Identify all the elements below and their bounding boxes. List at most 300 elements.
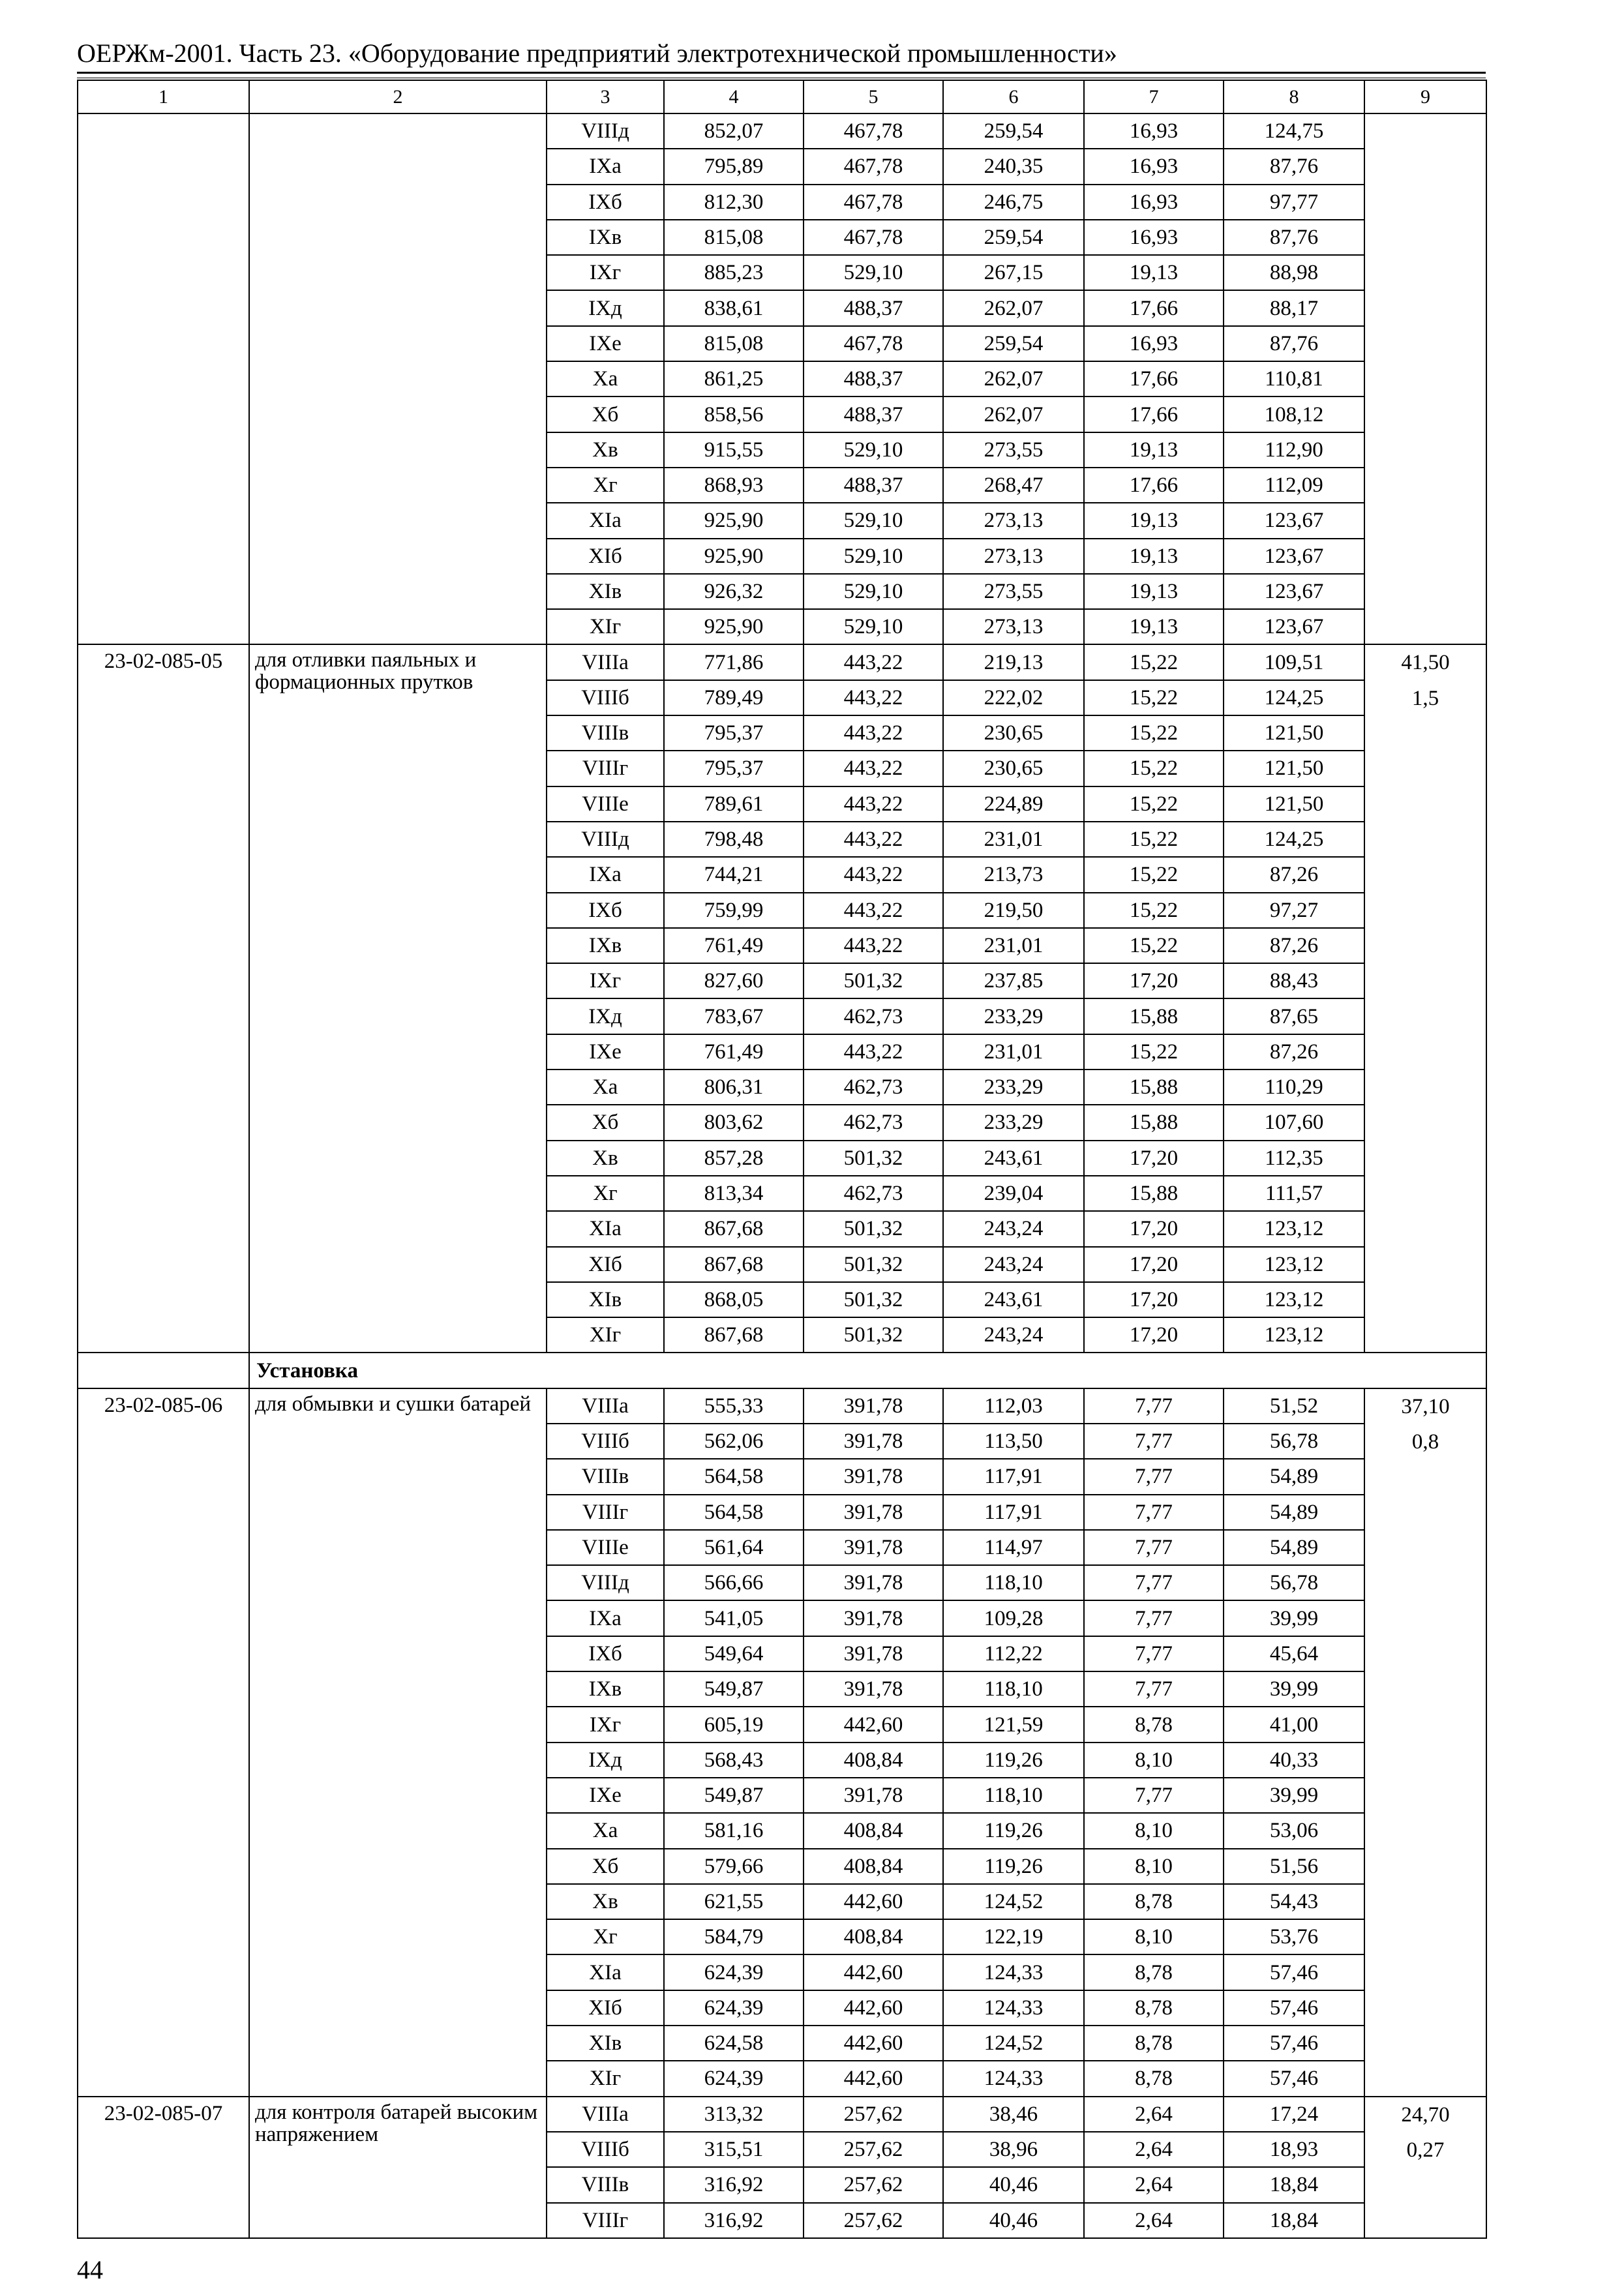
value-cell: 233,29: [943, 1070, 1084, 1105]
value-cell: 273,13: [943, 503, 1084, 538]
value-cell: 529,10: [804, 539, 943, 574]
value-cell: 501,32: [804, 1317, 943, 1353]
column-number: 2: [249, 80, 547, 113]
value-cell: 7,77: [1084, 1565, 1224, 1600]
category-cell: VIIIб: [547, 680, 664, 715]
value-cell: 110,81: [1224, 361, 1364, 396]
value-cell: 812,30: [664, 185, 804, 220]
value-cell: 230,65: [943, 751, 1084, 786]
value-cell: 501,32: [804, 1141, 943, 1176]
value-cell: 17,66: [1084, 290, 1224, 325]
value-cell: 54,89: [1224, 1530, 1364, 1565]
value-cell: 7,77: [1084, 1388, 1224, 1424]
equipment-cell: [1364, 2097, 1486, 2238]
column-number: 1: [78, 80, 249, 113]
value-cell: 529,10: [804, 255, 943, 290]
table-row: [78, 2097, 1486, 2132]
value-cell: 8,78: [1084, 2026, 1224, 2061]
value-cell: 15,22: [1084, 1034, 1224, 1070]
work-name: для отливки паяльных и формационных прутков: [249, 644, 547, 1353]
value-cell: 54,43: [1224, 1884, 1364, 1919]
value-cell: 17,66: [1084, 396, 1224, 432]
value-cell: 124,52: [943, 1884, 1084, 1919]
value-cell: 798,48: [664, 822, 804, 857]
value-cell: 267,15: [943, 255, 1084, 290]
value-cell: 391,78: [804, 1600, 943, 1636]
value-cell: 925,90: [664, 539, 804, 574]
value-cell: 109,28: [943, 1600, 1084, 1636]
column-number-row: [78, 80, 1486, 113]
value-cell: 108,12: [1224, 396, 1364, 432]
column-number: 6: [943, 80, 1084, 113]
value-cell: 57,46: [1224, 2026, 1364, 2061]
value-cell: 885,23: [664, 255, 804, 290]
value-cell: 925,90: [664, 609, 804, 644]
category-cell: Xг: [547, 1176, 664, 1211]
value-cell: 15,88: [1084, 1176, 1224, 1211]
category-cell: VIIIд: [547, 822, 664, 857]
category-cell: VIIIв: [547, 1459, 664, 1494]
value-cell: 15,22: [1084, 644, 1224, 680]
value-cell: 239,04: [943, 1176, 1084, 1211]
value-cell: 123,67: [1224, 539, 1364, 574]
value-cell: 117,91: [943, 1459, 1084, 1494]
value-cell: 121,50: [1224, 751, 1364, 786]
value-cell: 273,13: [943, 539, 1084, 574]
value-cell: 122,19: [943, 1919, 1084, 1954]
value-cell: 783,67: [664, 998, 804, 1034]
category-cell: IXа: [547, 149, 664, 184]
value-cell: 443,22: [804, 857, 943, 892]
value-cell: 795,37: [664, 751, 804, 786]
value-cell: 18,93: [1224, 2132, 1364, 2167]
value-cell: 230,65: [943, 715, 1084, 751]
table-row: [78, 644, 1486, 680]
value-cell: 243,24: [943, 1317, 1084, 1353]
value-cell: 17,20: [1084, 1317, 1224, 1353]
value-cell: 541,05: [664, 1600, 804, 1636]
value-cell: 257,62: [804, 2132, 943, 2167]
category-cell: Xв: [547, 1884, 664, 1919]
category-cell: IXв: [547, 1671, 664, 1707]
value-cell: 15,22: [1084, 751, 1224, 786]
value-cell: 233,29: [943, 1105, 1084, 1140]
value-cell: 488,37: [804, 396, 943, 432]
work-name: для контроля батарей высоким напряжением: [249, 2097, 547, 2238]
page-number: 44: [77, 2255, 103, 2284]
category-cell: VIIIд: [547, 113, 664, 149]
value-cell: 38,46: [943, 2097, 1084, 2132]
value-cell: 581,16: [664, 1813, 804, 1848]
category-cell: IXб: [547, 1636, 664, 1671]
value-cell: 243,24: [943, 1211, 1084, 1246]
value-cell: 219,50: [943, 893, 1084, 928]
value-cell: 391,78: [804, 1636, 943, 1671]
category-cell: VIIIе: [547, 1530, 664, 1565]
value-cell: 123,12: [1224, 1282, 1364, 1317]
category-cell: VIIIг: [547, 1495, 664, 1530]
category-cell: IXе: [547, 1034, 664, 1070]
value-cell: 17,20: [1084, 1247, 1224, 1282]
value-cell: 564,58: [664, 1459, 804, 1494]
value-cell: 795,89: [664, 149, 804, 184]
value-cell: 124,25: [1224, 822, 1364, 857]
value-cell: 17,20: [1084, 1282, 1224, 1317]
value-cell: 17,20: [1084, 1141, 1224, 1176]
value-cell: 443,22: [804, 644, 943, 680]
equipment-price: 24,70: [1401, 2102, 1450, 2127]
value-cell: 16,93: [1084, 220, 1224, 255]
value-cell: 564,58: [664, 1495, 804, 1530]
value-cell: 112,35: [1224, 1141, 1364, 1176]
value-cell: 97,27: [1224, 893, 1364, 928]
value-cell: 789,49: [664, 680, 804, 715]
value-cell: 549,87: [664, 1671, 804, 1707]
value-cell: 124,33: [943, 1990, 1084, 2026]
category-cell: IXд: [547, 1743, 664, 1778]
value-cell: 624,39: [664, 2061, 804, 2096]
value-cell: 124,33: [943, 1954, 1084, 1990]
value-cell: 858,56: [664, 396, 804, 432]
section-row: [78, 1353, 1486, 1388]
column-number: 5: [804, 80, 943, 113]
value-cell: 624,39: [664, 1990, 804, 2026]
value-cell: 442,60: [804, 1954, 943, 1990]
category-cell: VIIIа: [547, 1388, 664, 1424]
rates-table-body: [78, 80, 1486, 2238]
value-cell: 123,12: [1224, 1247, 1364, 1282]
value-cell: 806,31: [664, 1070, 804, 1105]
category-cell: XIг: [547, 609, 664, 644]
category-cell: XIв: [547, 2026, 664, 2061]
value-cell: 8,78: [1084, 1990, 1224, 2026]
category-cell: IXе: [547, 326, 664, 361]
equipment-mass: 1,5: [1411, 686, 1439, 710]
value-cell: 467,78: [804, 185, 943, 220]
value-cell: 243,24: [943, 1247, 1084, 1282]
value-cell: 15,22: [1084, 680, 1224, 715]
value-cell: 925,90: [664, 503, 804, 538]
category-cell: VIIIб: [547, 2132, 664, 2167]
value-cell: 273,13: [943, 609, 1084, 644]
value-cell: 852,07: [664, 113, 804, 149]
value-cell: 231,01: [943, 1034, 1084, 1070]
value-cell: 857,28: [664, 1141, 804, 1176]
value-cell: 19,13: [1084, 255, 1224, 290]
value-cell: 467,78: [804, 220, 943, 255]
value-cell: 8,10: [1084, 1743, 1224, 1778]
category-cell: VIIIа: [547, 2097, 664, 2132]
value-cell: 8,78: [1084, 1707, 1224, 1742]
value-cell: 827,60: [664, 963, 804, 998]
value-cell: 462,73: [804, 998, 943, 1034]
category-cell: IXд: [547, 290, 664, 325]
value-cell: 17,20: [1084, 963, 1224, 998]
value-cell: 867,68: [664, 1247, 804, 1282]
category-cell: VIIIд: [547, 1565, 664, 1600]
value-cell: 19,13: [1084, 609, 1224, 644]
value-cell: 8,78: [1084, 1884, 1224, 1919]
value-cell: 87,65: [1224, 998, 1364, 1034]
value-cell: 408,84: [804, 1849, 943, 1884]
value-cell: 273,55: [943, 432, 1084, 468]
category-cell: Xб: [547, 1105, 664, 1140]
category-cell: VIIIа: [547, 644, 664, 680]
value-cell: 51,52: [1224, 1388, 1364, 1424]
value-cell: 579,66: [664, 1849, 804, 1884]
value-cell: 391,78: [804, 1530, 943, 1565]
value-cell: 39,99: [1224, 1778, 1364, 1813]
value-cell: 8,10: [1084, 1919, 1224, 1954]
value-cell: 408,84: [804, 1743, 943, 1778]
value-cell: 501,32: [804, 1282, 943, 1317]
category-cell: XIб: [547, 539, 664, 574]
value-cell: 442,60: [804, 1990, 943, 2026]
category-cell: VIIIг: [547, 751, 664, 786]
category-cell: IXг: [547, 255, 664, 290]
category-cell: XIб: [547, 1247, 664, 1282]
value-cell: 112,22: [943, 1636, 1084, 1671]
value-cell: 771,86: [664, 644, 804, 680]
value-cell: 15,22: [1084, 857, 1224, 892]
value-cell: 40,33: [1224, 1743, 1364, 1778]
value-cell: 54,89: [1224, 1495, 1364, 1530]
value-cell: 237,85: [943, 963, 1084, 998]
value-cell: 391,78: [804, 1565, 943, 1600]
equipment-cell: [1364, 644, 1486, 1353]
category-cell: IXа: [547, 1600, 664, 1636]
value-cell: 107,60: [1224, 1105, 1364, 1140]
value-cell: 119,26: [943, 1813, 1084, 1848]
value-cell: 87,26: [1224, 928, 1364, 963]
work-name: для обмывки и сушки батарей: [249, 1388, 547, 2097]
value-cell: 566,66: [664, 1565, 804, 1600]
value-cell: 561,64: [664, 1530, 804, 1565]
value-cell: 97,77: [1224, 185, 1364, 220]
value-cell: 442,60: [804, 2026, 943, 2061]
value-cell: 501,32: [804, 1211, 943, 1246]
table-row: [78, 113, 1486, 149]
value-cell: 112,09: [1224, 468, 1364, 503]
value-cell: 815,08: [664, 326, 804, 361]
value-cell: 87,26: [1224, 1034, 1364, 1070]
value-cell: 15,22: [1084, 715, 1224, 751]
value-cell: 111,57: [1224, 1176, 1364, 1211]
equipment-cell: [1364, 113, 1486, 644]
category-cell: XIа: [547, 1211, 664, 1246]
value-cell: 467,78: [804, 113, 943, 149]
value-cell: 109,51: [1224, 644, 1364, 680]
value-cell: 443,22: [804, 786, 943, 822]
value-cell: 17,66: [1084, 361, 1224, 396]
value-cell: 462,73: [804, 1070, 943, 1105]
value-cell: 467,78: [804, 326, 943, 361]
value-cell: 15,22: [1084, 786, 1224, 822]
value-cell: 391,78: [804, 1671, 943, 1707]
category-cell: Xв: [547, 1141, 664, 1176]
value-cell: 231,01: [943, 822, 1084, 857]
value-cell: 54,89: [1224, 1459, 1364, 1494]
category-cell: Xб: [547, 396, 664, 432]
value-cell: 2,64: [1084, 2097, 1224, 2132]
value-cell: 39,99: [1224, 1600, 1364, 1636]
category-cell: Xг: [547, 1919, 664, 1954]
value-cell: 112,90: [1224, 432, 1364, 468]
value-cell: 838,61: [664, 290, 804, 325]
category-cell: Xв: [547, 432, 664, 468]
category-cell: IXб: [547, 893, 664, 928]
value-cell: 795,37: [664, 715, 804, 751]
value-cell: 243,61: [943, 1282, 1084, 1317]
value-cell: 219,13: [943, 644, 1084, 680]
value-cell: 15,88: [1084, 1070, 1224, 1105]
table-row: [78, 1388, 1486, 1424]
value-cell: 501,32: [804, 1247, 943, 1282]
category-cell: Xа: [547, 361, 664, 396]
value-cell: 124,75: [1224, 113, 1364, 149]
value-cell: 38,96: [943, 2132, 1084, 2167]
value-cell: 442,60: [804, 1707, 943, 1742]
value-cell: 316,92: [664, 2203, 804, 2238]
value-cell: 240,35: [943, 149, 1084, 184]
value-cell: 124,52: [943, 2026, 1084, 2061]
column-number: 3: [547, 80, 664, 113]
value-cell: 118,10: [943, 1778, 1084, 1813]
value-cell: 16,93: [1084, 113, 1224, 149]
equipment-price: 41,50: [1401, 651, 1450, 675]
value-cell: 114,97: [943, 1530, 1084, 1565]
value-cell: 40,46: [943, 2203, 1084, 2238]
value-cell: 113,50: [943, 1424, 1084, 1459]
rate-code: [78, 113, 249, 644]
value-cell: 7,77: [1084, 1671, 1224, 1707]
value-cell: 119,26: [943, 1743, 1084, 1778]
category-cell: IXа: [547, 857, 664, 892]
value-cell: 87,76: [1224, 220, 1364, 255]
value-cell: 19,13: [1084, 574, 1224, 609]
value-cell: 443,22: [804, 893, 943, 928]
value-cell: 926,32: [664, 574, 804, 609]
value-cell: 259,54: [943, 113, 1084, 149]
value-cell: 529,10: [804, 609, 943, 644]
value-cell: 391,78: [804, 1459, 943, 1494]
value-cell: 39,99: [1224, 1671, 1364, 1707]
value-cell: 8,10: [1084, 1813, 1224, 1848]
value-cell: 15,22: [1084, 928, 1224, 963]
value-cell: 867,68: [664, 1211, 804, 1246]
value-cell: 462,73: [804, 1105, 943, 1140]
value-cell: 121,50: [1224, 786, 1364, 822]
equipment-mass: 0,8: [1411, 1429, 1439, 1454]
value-cell: 7,77: [1084, 1636, 1224, 1671]
value-cell: 7,77: [1084, 1530, 1224, 1565]
category-cell: IXв: [547, 928, 664, 963]
value-cell: 529,10: [804, 503, 943, 538]
value-cell: 118,10: [943, 1565, 1084, 1600]
value-cell: 789,61: [664, 786, 804, 822]
value-cell: 624,39: [664, 1954, 804, 1990]
category-cell: VIIIг: [547, 2203, 664, 2238]
rate-code: 23-02-085-06: [78, 1388, 249, 2097]
value-cell: 316,92: [664, 2167, 804, 2202]
value-cell: 443,22: [804, 822, 943, 857]
column-number: 9: [1364, 80, 1486, 113]
value-cell: 119,26: [943, 1849, 1084, 1884]
value-cell: 391,78: [804, 1778, 943, 1813]
page-header-title: ОЕРЖм-2001. Часть 23. «Оборудование предприятий электротехнической промышленности»: [77, 38, 1117, 68]
value-cell: 257,62: [804, 2097, 943, 2132]
value-cell: 57,46: [1224, 1954, 1364, 1990]
value-cell: 744,21: [664, 857, 804, 892]
equipment-mass: 0,27: [1406, 2138, 1445, 2162]
category-cell: XIа: [547, 503, 664, 538]
value-cell: 562,06: [664, 1424, 804, 1459]
value-cell: 555,33: [664, 1388, 804, 1424]
value-cell: 17,66: [1084, 468, 1224, 503]
value-cell: 549,87: [664, 1778, 804, 1813]
category-cell: VIIIв: [547, 715, 664, 751]
value-cell: 121,59: [943, 1707, 1084, 1742]
value-cell: 18,84: [1224, 2167, 1364, 2202]
work-name: [249, 113, 547, 644]
value-cell: 45,64: [1224, 1636, 1364, 1671]
value-cell: 8,78: [1084, 1954, 1224, 1990]
column-number: 7: [1084, 80, 1224, 113]
value-cell: 443,22: [804, 680, 943, 715]
value-cell: 761,49: [664, 1034, 804, 1070]
section-code-cell: [78, 1353, 249, 1388]
value-cell: 529,10: [804, 574, 943, 609]
value-cell: 529,10: [804, 432, 943, 468]
value-cell: 2,64: [1084, 2167, 1224, 2202]
value-cell: 443,22: [804, 751, 943, 786]
value-cell: 17,24: [1224, 2097, 1364, 2132]
value-cell: 112,03: [943, 1388, 1084, 1424]
value-cell: 124,25: [1224, 680, 1364, 715]
category-cell: VIIIв: [547, 2167, 664, 2202]
value-cell: 391,78: [804, 1388, 943, 1424]
value-cell: 621,55: [664, 1884, 804, 1919]
value-cell: 110,29: [1224, 1070, 1364, 1105]
value-cell: 262,07: [943, 361, 1084, 396]
value-cell: 442,60: [804, 2061, 943, 2096]
value-cell: 2,64: [1084, 2132, 1224, 2167]
value-cell: 87,26: [1224, 857, 1364, 892]
value-cell: 467,78: [804, 149, 943, 184]
category-cell: IXг: [547, 1707, 664, 1742]
value-cell: 222,02: [943, 680, 1084, 715]
value-cell: 15,88: [1084, 1105, 1224, 1140]
value-cell: 488,37: [804, 290, 943, 325]
category-cell: XIб: [547, 1990, 664, 2026]
value-cell: 123,67: [1224, 609, 1364, 644]
value-cell: 18,84: [1224, 2203, 1364, 2238]
value-cell: 803,62: [664, 1105, 804, 1140]
value-cell: 815,08: [664, 220, 804, 255]
value-cell: 262,07: [943, 290, 1084, 325]
category-cell: VIIIб: [547, 1424, 664, 1459]
value-cell: 19,13: [1084, 503, 1224, 538]
value-cell: 867,68: [664, 1317, 804, 1353]
equipment-mass: [1365, 149, 1486, 185]
value-cell: 8,78: [1084, 2061, 1224, 2096]
value-cell: 861,25: [664, 361, 804, 396]
value-cell: 51,56: [1224, 1849, 1364, 1884]
value-cell: 87,76: [1224, 149, 1364, 184]
value-cell: 442,60: [804, 1884, 943, 1919]
value-cell: 584,79: [664, 1919, 804, 1954]
value-cell: 233,29: [943, 998, 1084, 1034]
